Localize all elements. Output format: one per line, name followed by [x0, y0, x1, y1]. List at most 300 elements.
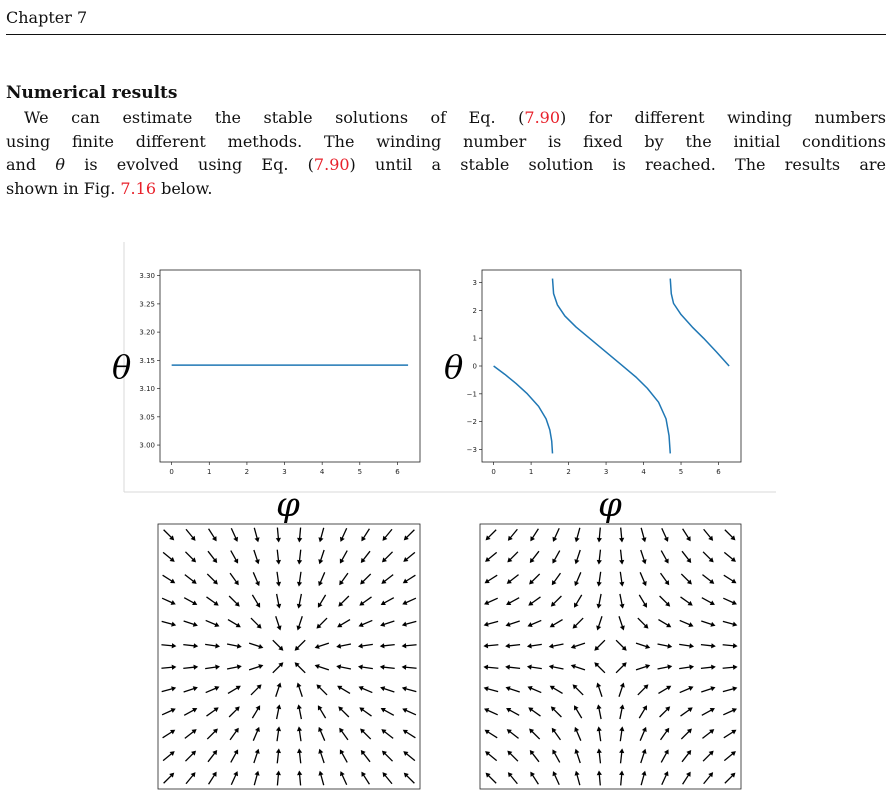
vector-arrow — [337, 620, 350, 628]
vector-arrow — [403, 751, 415, 760]
vector-arrow — [297, 616, 303, 630]
vector-arrow — [359, 686, 373, 693]
vector-arrow — [295, 640, 306, 651]
vector-arrow — [339, 573, 348, 585]
vector-arrow — [276, 616, 282, 630]
y-tick-label: 3 — [472, 279, 477, 288]
x-tick-label: 6 — [716, 468, 721, 476]
vector-arrow — [549, 664, 564, 669]
vector-arrow — [508, 772, 517, 784]
vector-arrow — [662, 771, 669, 785]
vector-arrow — [185, 575, 197, 584]
vector-arrow — [161, 643, 176, 648]
vector-arrow — [597, 770, 602, 785]
vector-arrow — [484, 598, 498, 605]
vector-arrow — [703, 552, 714, 563]
vector-arrow — [530, 772, 538, 785]
vector-arrow — [360, 574, 371, 585]
vector-arrow — [574, 595, 582, 608]
vector-frame — [158, 524, 420, 789]
vector-arrow — [227, 643, 242, 648]
vector-arrow — [701, 643, 716, 648]
vector-arrow — [636, 643, 650, 649]
vector-arrow — [507, 552, 518, 563]
equation-link[interactable]: 7.90 — [313, 155, 350, 174]
vector-arrow — [359, 707, 371, 716]
vector-arrow — [641, 550, 647, 564]
y-tick-label: −3 — [466, 445, 477, 454]
vector-arrow — [254, 771, 259, 785]
vector-arrow — [253, 572, 260, 586]
vector-arrow — [251, 684, 262, 695]
vector-arrow — [683, 529, 691, 542]
vector-arrow — [162, 686, 176, 691]
vector-arrow — [485, 575, 498, 583]
vector-arrow — [594, 640, 605, 651]
x-tick-label: 1 — [207, 468, 212, 476]
y-tick-label: 3.25 — [139, 300, 155, 309]
vector-arrow — [658, 643, 673, 648]
vector-arrow — [530, 750, 539, 762]
paragraph-line-3: and θ is evolved using Eq. (7.90) until a stable solution is reached. The results are — [6, 155, 887, 174]
y-tick-label: 1 — [472, 334, 477, 343]
vector-arrow — [318, 528, 323, 542]
vector-arrow — [228, 620, 241, 628]
y-axis-symbol-left: θ — [112, 348, 132, 386]
vector-arrow — [297, 572, 302, 587]
vector-arrow — [619, 704, 624, 719]
vector-arrow — [316, 684, 327, 695]
vector-arrow — [527, 620, 541, 627]
vector-arrow — [360, 728, 371, 739]
x-axis-symbol-right: φ — [598, 485, 622, 525]
vector-arrow — [619, 572, 624, 587]
vector-arrow — [661, 749, 668, 762]
vector-arrow — [381, 729, 393, 738]
vector-arrow — [209, 529, 217, 542]
vector-arrow — [507, 751, 518, 762]
vector-arrow — [338, 706, 349, 717]
x-tick-label: 3 — [282, 468, 287, 476]
running-head: Chapter 7 — [6, 8, 88, 27]
y-tick-label: 2 — [472, 306, 477, 315]
vector-arrow — [404, 530, 415, 541]
vector-arrow — [163, 575, 176, 583]
vector-arrow — [276, 572, 281, 587]
vector-arrow — [251, 618, 262, 629]
vector-arrow — [506, 598, 519, 605]
vector-arrow — [638, 618, 649, 629]
vector-arrow — [641, 749, 647, 763]
vector-arrow — [639, 705, 647, 718]
vector-arrow — [574, 705, 582, 718]
vector-arrow — [207, 728, 218, 739]
vector-arrow — [571, 664, 585, 670]
vector-arrow — [276, 704, 281, 719]
vector-arrow — [252, 595, 260, 608]
vector-arrow — [205, 643, 220, 648]
vector-arrow — [483, 665, 498, 670]
theta-phi-plot-winding-1 — [467, 270, 741, 476]
vector-arrow — [680, 620, 694, 627]
vector-arrow — [230, 728, 239, 740]
vector-arrow — [658, 686, 671, 694]
vector-arrow — [723, 643, 738, 648]
vector-arrow — [276, 528, 281, 543]
vector-arrow — [206, 620, 220, 627]
x-tick-label: 1 — [528, 468, 534, 476]
vector-arrow — [185, 751, 196, 762]
vector-arrow — [701, 686, 715, 692]
vector-arrow — [359, 597, 371, 606]
vector-arrow — [551, 706, 562, 717]
vector-arrow — [318, 595, 326, 608]
vector-arrow — [276, 550, 281, 565]
vector-arrow — [383, 529, 392, 541]
vector-arrow — [276, 683, 282, 697]
vector-arrow — [573, 618, 584, 629]
y-tick-label: −2 — [466, 418, 477, 427]
vector-arrow — [361, 551, 370, 563]
vector-arrow — [231, 771, 238, 785]
vector-arrow — [552, 551, 559, 564]
vector-arrow — [276, 770, 281, 785]
y-tick-label: 3.20 — [139, 328, 155, 337]
y-tick-label: 3.05 — [139, 413, 155, 422]
vector-arrow — [619, 726, 624, 741]
paragraph-line-2: using finite different methods. The winding number is fixed by the initial conditions — [6, 131, 886, 151]
vector-arrow — [297, 528, 302, 543]
vector-arrow — [551, 596, 562, 607]
vector-arrow — [723, 708, 737, 715]
vector-arrow — [506, 686, 520, 692]
vector-arrow — [381, 708, 394, 715]
vector-arrow — [229, 706, 240, 717]
vector-arrow — [297, 550, 302, 565]
vector-arrow — [340, 551, 347, 564]
vector-arrow — [297, 594, 302, 609]
vector-arrow — [682, 750, 691, 762]
y-tick-label: 3.00 — [139, 441, 155, 450]
vector-arrow — [403, 730, 416, 738]
vector-arrow — [597, 572, 602, 587]
vector-arrow — [549, 643, 564, 648]
vector-arrow — [702, 575, 714, 584]
vector-arrow — [206, 597, 218, 606]
vector-arrow — [597, 550, 602, 565]
vector-arrow — [574, 727, 581, 741]
vector-arrow — [571, 643, 585, 649]
vector-arrow — [208, 551, 217, 563]
vector-arrow — [506, 621, 520, 627]
vector-arrow — [679, 665, 694, 670]
vector-arrow — [594, 662, 605, 673]
vector-arrow — [206, 707, 218, 716]
vector-arrow — [723, 621, 737, 626]
vector-arrow — [619, 748, 624, 763]
vector-arrow — [596, 683, 602, 697]
vector-arrow — [403, 575, 416, 583]
vector-arrow — [679, 643, 694, 648]
vector-arrow — [658, 664, 673, 669]
vector-arrow — [337, 686, 350, 694]
vector-arrow — [484, 708, 498, 715]
vector-arrow — [640, 572, 647, 586]
vector-field-left — [158, 524, 420, 789]
vector-arrow — [361, 772, 369, 785]
vector-arrow — [164, 773, 175, 784]
vector-frame — [480, 524, 741, 789]
vector-arrow — [380, 621, 394, 627]
vector-arrow — [361, 529, 369, 542]
x-tick-label: 5 — [357, 468, 363, 476]
vector-arrow — [619, 616, 625, 630]
series-line — [494, 366, 553, 453]
vector-arrow — [596, 594, 601, 609]
vector-arrow — [276, 748, 281, 763]
vector-arrow — [382, 751, 393, 762]
vector-arrow — [209, 772, 217, 785]
vector-arrow — [315, 664, 329, 670]
vector-arrow — [550, 686, 563, 694]
vector-arrow — [681, 728, 692, 739]
vector-arrow — [638, 684, 649, 695]
vector-arrow — [553, 528, 560, 542]
vector-arrow — [207, 574, 218, 585]
vector-arrow — [163, 730, 176, 738]
vector-arrow — [252, 705, 260, 718]
series-line — [670, 279, 729, 366]
vector-arrow — [619, 770, 624, 785]
vector-arrow — [318, 727, 325, 741]
vector-arrow — [358, 665, 373, 670]
vector-arrow — [402, 598, 416, 605]
vector-arrow — [382, 552, 393, 563]
vector-arrow — [704, 772, 713, 784]
vector-arrow — [254, 550, 260, 564]
vector-arrow — [297, 726, 302, 741]
x-tick-label: 2 — [244, 468, 250, 476]
vector-arrow — [404, 773, 415, 784]
vector-arrow — [483, 643, 498, 648]
vector-arrow — [640, 727, 647, 741]
vector-arrow — [297, 683, 303, 697]
vector-arrow — [276, 726, 281, 741]
vector-arrow — [573, 684, 584, 695]
vector-arrow — [184, 621, 198, 627]
vector-arrow — [662, 528, 669, 542]
vector-arrow — [704, 529, 713, 541]
vector-arrow — [205, 665, 220, 670]
vector-arrow — [724, 751, 736, 760]
vector-arrow — [552, 728, 561, 740]
x-tick-label: 6 — [395, 468, 400, 476]
vector-arrow — [339, 728, 348, 740]
vector-arrow — [254, 749, 260, 763]
vector-arrow — [661, 573, 670, 585]
vector-arrow — [318, 705, 326, 718]
vector-arrow — [619, 550, 624, 565]
x-tick-label: 2 — [566, 468, 571, 476]
vector-arrow — [230, 573, 239, 585]
vector-arrow — [183, 665, 198, 670]
vector-arrow — [486, 530, 497, 541]
vector-arrow — [574, 572, 581, 586]
vector-arrow — [273, 640, 284, 651]
plot-frame — [160, 270, 420, 462]
vector-arrow — [228, 686, 241, 694]
vector-arrow — [574, 550, 580, 564]
vector-arrow — [297, 770, 302, 785]
vector-arrow — [683, 772, 691, 785]
vector-arrow — [273, 662, 284, 673]
vector-arrow — [162, 598, 176, 605]
vector-arrow — [206, 686, 220, 693]
vector-arrow — [295, 662, 306, 673]
vector-arrow — [402, 643, 417, 648]
vector-arrow — [702, 598, 715, 605]
vector-arrow — [702, 708, 715, 715]
vector-arrow — [484, 686, 498, 691]
vector-arrow — [528, 597, 540, 606]
vector-arrow — [660, 596, 671, 607]
vector-arrow — [163, 552, 175, 561]
vector-arrow — [163, 751, 175, 760]
y-tick-label: −1 — [466, 390, 477, 399]
vector-arrow — [575, 771, 580, 785]
equation-link[interactable]: 7.90 — [524, 108, 561, 127]
vector-arrow — [486, 773, 497, 784]
vector-arrow — [597, 726, 602, 741]
vector-arrow — [359, 620, 373, 627]
vector-arrow — [661, 551, 668, 564]
vector-arrow — [641, 771, 646, 785]
vector-arrow — [318, 550, 324, 564]
vector-arrow — [527, 643, 542, 648]
vector-arrow — [528, 707, 540, 716]
vector-arrow — [249, 664, 263, 670]
vector-arrow — [338, 596, 349, 607]
vector-arrow — [316, 618, 327, 629]
vector-arrow — [402, 665, 417, 670]
y-axis-symbol-right: θ — [444, 348, 464, 386]
paragraph-line-4: shown in Fig. 7.16 below. — [6, 178, 213, 198]
vector-arrow — [162, 621, 176, 626]
vector-arrow — [527, 686, 541, 693]
vector-arrow — [380, 643, 395, 648]
vector-arrow — [185, 729, 197, 738]
vector-arrow — [315, 643, 329, 649]
vector-arrow — [723, 665, 738, 670]
paragraph-line-1: We can estimate the stable solutions of Eq. (7.90) for different winding numbers — [24, 108, 886, 127]
vector-arrow — [336, 643, 351, 648]
x-tick-label: 3 — [603, 468, 609, 476]
figure-link[interactable]: 7.16 — [120, 178, 156, 198]
vector-arrow — [402, 686, 416, 691]
vector-arrow — [529, 574, 540, 585]
vector-arrow — [485, 751, 497, 760]
vector-arrow — [253, 727, 260, 741]
vector-arrow — [619, 683, 625, 697]
vector-arrow — [527, 665, 542, 670]
vector-arrow — [703, 751, 714, 762]
vector-arrow — [381, 598, 394, 605]
vector-arrow — [186, 772, 195, 784]
vector-arrow — [552, 749, 559, 762]
vector-arrow — [231, 551, 238, 564]
vector-arrow — [661, 728, 670, 740]
vector-arrow — [227, 664, 242, 669]
vector-arrow — [680, 686, 694, 693]
vector-arrow — [381, 575, 393, 584]
vector-arrow — [641, 528, 646, 542]
vector-arrow — [297, 704, 302, 719]
vector-arrow — [505, 643, 520, 648]
vector-arrow — [681, 574, 692, 585]
vector-arrow — [597, 748, 602, 763]
vector-arrow — [553, 771, 560, 785]
vector-arrow — [402, 621, 416, 626]
vector-arrow — [318, 572, 325, 586]
vector-arrow — [639, 595, 647, 608]
vector-arrow — [530, 529, 538, 542]
vector-arrow — [724, 552, 736, 561]
vector-arrow — [340, 749, 347, 762]
vector-arrow — [505, 665, 520, 670]
vector-arrow — [358, 643, 373, 648]
vector-arrow — [318, 771, 323, 785]
vector-arrow — [231, 749, 238, 762]
series-line — [553, 279, 671, 454]
x-tick-label: 4 — [641, 468, 646, 476]
x-tick-label: 5 — [678, 468, 684, 476]
y-tick-label: 0 — [472, 362, 477, 371]
vector-arrow — [164, 530, 175, 541]
vector-arrow — [702, 729, 714, 738]
vector-arrow — [380, 686, 394, 692]
vector-arrow — [619, 528, 624, 543]
x-axis-symbol-left: φ — [276, 485, 300, 525]
vector-arrow — [506, 708, 519, 715]
vector-arrow — [681, 707, 693, 716]
x-tick-label: 4 — [319, 468, 325, 476]
vector-arrow — [183, 643, 198, 648]
vector-arrow — [184, 598, 197, 605]
vector-arrow — [552, 573, 561, 585]
vector-arrow — [231, 528, 238, 542]
vector-arrow — [161, 665, 176, 670]
vector-arrow — [529, 728, 540, 739]
vector-arrow — [682, 551, 691, 563]
vector-arrow — [297, 748, 302, 763]
y-tick-label: 3.10 — [139, 385, 155, 394]
vector-arrow — [380, 665, 395, 670]
vector-arrow — [185, 552, 196, 563]
vector-arrow — [403, 552, 415, 561]
vector-arrow — [619, 594, 624, 609]
vector-arrow — [229, 596, 240, 607]
vector-arrow — [340, 528, 347, 542]
vector-arrow — [724, 575, 737, 583]
vector-arrow — [186, 529, 195, 541]
vector-arrow — [484, 621, 498, 626]
vector-arrow — [336, 664, 351, 669]
vector-arrow — [725, 773, 736, 784]
vector-arrow — [383, 772, 392, 784]
theta-phi-plot-winding-0 — [139, 270, 420, 476]
vector-arrow — [723, 686, 737, 691]
section-title: Numerical results — [6, 83, 178, 103]
